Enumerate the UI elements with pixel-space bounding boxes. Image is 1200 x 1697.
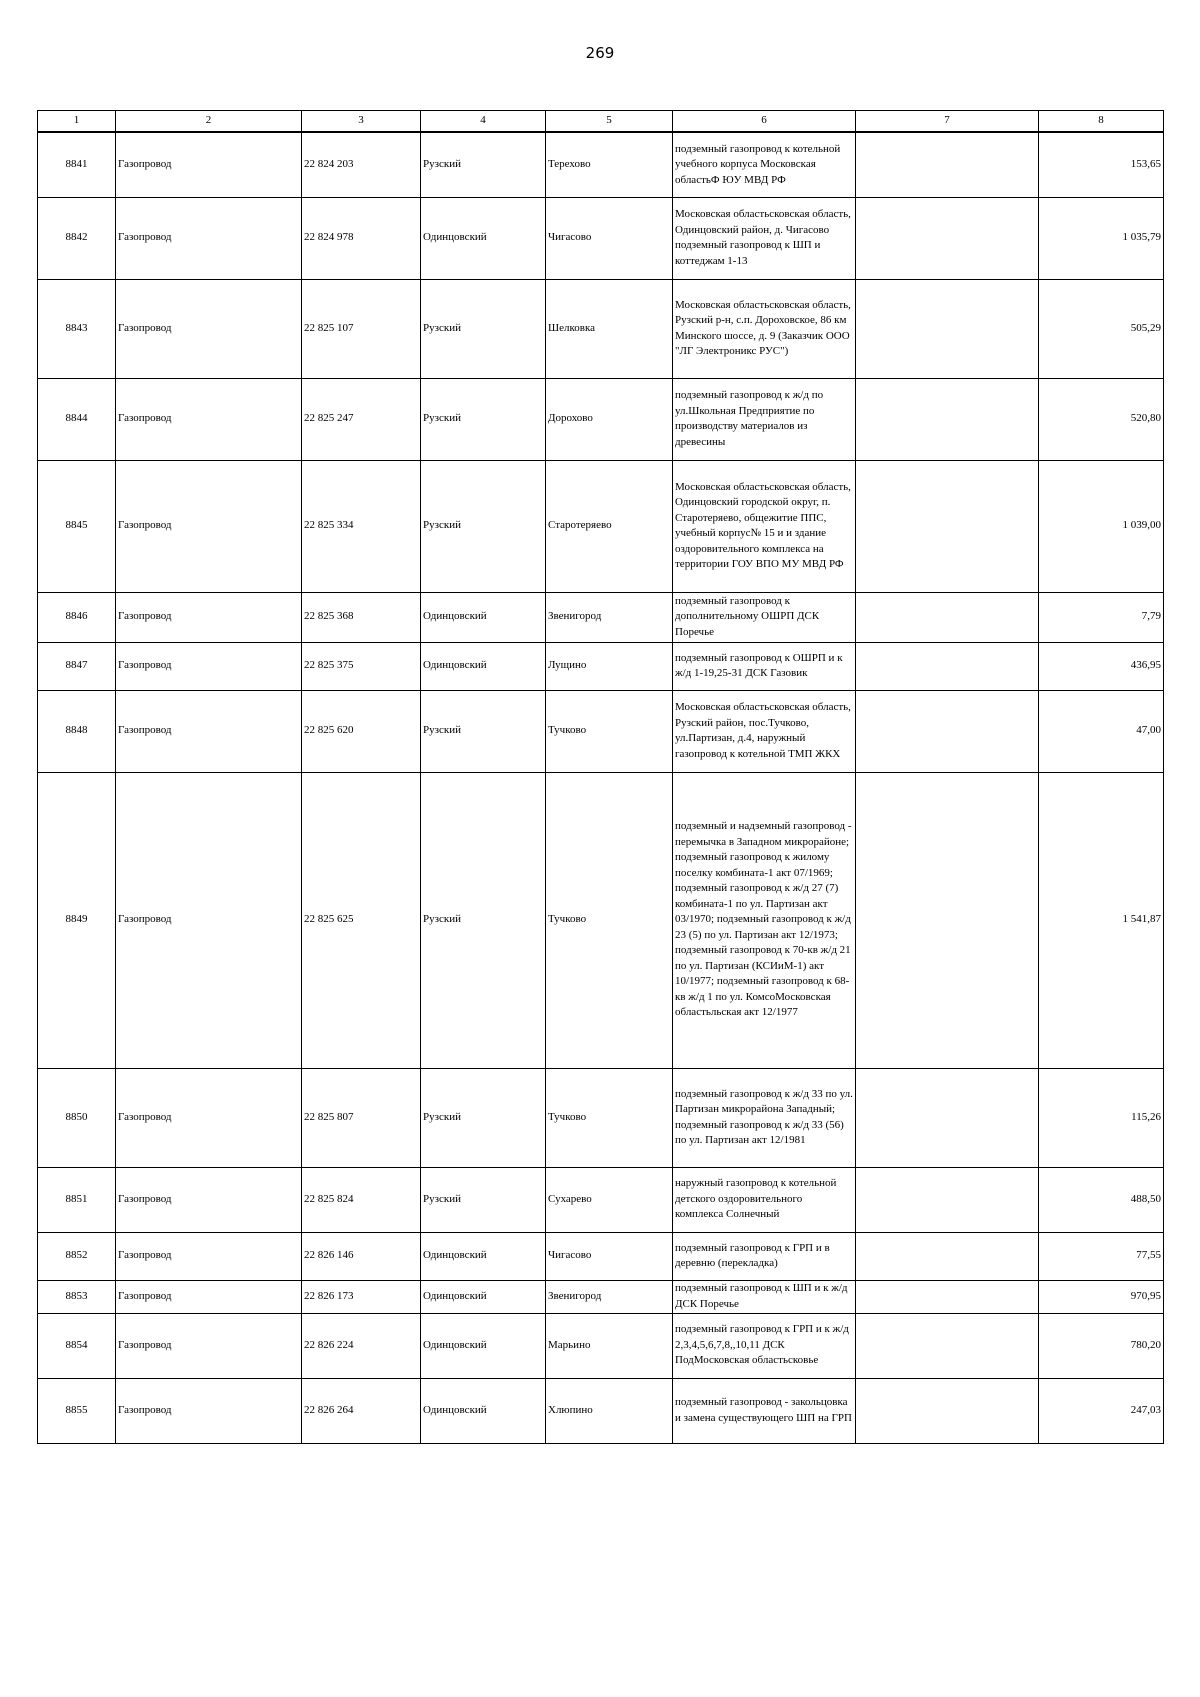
settlement-name: Дорохово: [546, 378, 673, 460]
object-length: 1 541,87: [1039, 772, 1164, 1068]
row-number: 8849: [38, 772, 116, 1068]
object-note: [856, 1167, 1039, 1232]
object-name: Газопровод: [116, 772, 302, 1068]
object-description: подземный и надземный газопровод - перемычка в Западном микрорайоне; подземный газопровод к жилому поселку комбината-1 акт 07/1969; подземный газопровод к ж/д 27 (7) комбината-1 по ул. Партизан акт 03/1970; подземный газопровод к ж/д 23 (5) по ул. Партизан акт 12/1973; подземный газопровод к 70-кв ж/д 21 по ул. Партизан (КСИиМ-1) акт 10/1977; подземный газопровод к 68-кв ж/д 1 по ул. КомсоМосковская областьльская акт 12/1977: [673, 772, 856, 1068]
row-number: 8848: [38, 690, 116, 772]
table-row: [38, 1313, 1164, 1378]
column-header: 3: [302, 111, 421, 133]
object-length: 7,79: [1039, 592, 1164, 642]
object-length: 1 039,00: [1039, 460, 1164, 592]
object-note: [856, 1232, 1039, 1280]
object-name: Газопровод: [116, 1068, 302, 1167]
row-number: 8844: [38, 378, 116, 460]
row-number: 8854: [38, 1313, 116, 1378]
district-name: Одинцовский: [421, 1232, 546, 1280]
object-code: 22 825 824: [302, 1167, 421, 1232]
district-name: Рузский: [421, 132, 546, 197]
row-number: 8853: [38, 1280, 116, 1313]
district-name: Одинцовский: [421, 1313, 546, 1378]
object-code: 22 824 978: [302, 197, 421, 279]
row-number: 8847: [38, 642, 116, 690]
object-code: 22 825 375: [302, 642, 421, 690]
district-name: Рузский: [421, 1167, 546, 1232]
column-header-row: [38, 111, 1164, 133]
object-name: Газопровод: [116, 1232, 302, 1280]
table-row: [38, 132, 1164, 197]
settlement-name: Тучково: [546, 1068, 673, 1167]
table-row: [38, 1232, 1164, 1280]
object-note: [856, 132, 1039, 197]
registry-table: [37, 110, 1164, 1444]
object-note: [856, 690, 1039, 772]
object-length: 780,20: [1039, 1313, 1164, 1378]
object-note: [856, 279, 1039, 378]
row-number: 8841: [38, 132, 116, 197]
district-name: Рузский: [421, 1068, 546, 1167]
settlement-name: Тучково: [546, 772, 673, 1068]
object-code: 22 825 807: [302, 1068, 421, 1167]
table-row: [38, 378, 1164, 460]
column-header: 7: [856, 111, 1039, 133]
object-length: 505,29: [1039, 279, 1164, 378]
district-name: Рузский: [421, 378, 546, 460]
object-length: 47,00: [1039, 690, 1164, 772]
column-header: 8: [1039, 111, 1164, 133]
object-name: Газопровод: [116, 690, 302, 772]
object-note: [856, 642, 1039, 690]
object-note: [856, 1313, 1039, 1378]
object-code: 22 824 203: [302, 132, 421, 197]
object-code: 22 825 368: [302, 592, 421, 642]
row-number: 8852: [38, 1232, 116, 1280]
object-description: подземный газопровод к ШП и к ж/д ДСК Поречье: [673, 1280, 856, 1313]
table-row: [38, 460, 1164, 592]
object-description: подземный газопровод к ж/д по ул.Школьная Предприятие по производству материалов из древесины: [673, 378, 856, 460]
district-name: Рузский: [421, 772, 546, 1068]
object-name: Газопровод: [116, 592, 302, 642]
district-name: Одинцовский: [421, 1378, 546, 1443]
table-row: [38, 592, 1164, 642]
object-note: [856, 592, 1039, 642]
settlement-name: Лущино: [546, 642, 673, 690]
row-number: 8855: [38, 1378, 116, 1443]
settlement-name: Марьино: [546, 1313, 673, 1378]
row-number: 8851: [38, 1167, 116, 1232]
object-description: подземный газопровод к ж/д 33 по ул. Партизан микрорайона Западный; подземный газопровод к ж/д 33 (56) по ул. Партизан акт 12/1981: [673, 1068, 856, 1167]
object-length: 115,26: [1039, 1068, 1164, 1167]
object-code: 22 825 247: [302, 378, 421, 460]
object-length: 436,95: [1039, 642, 1164, 690]
object-description: подземный газопровод к ОШРП и к ж/д 1-19,25-31 ДСК Газовик: [673, 642, 856, 690]
district-name: Рузский: [421, 690, 546, 772]
settlement-name: Терехово: [546, 132, 673, 197]
object-name: Газопровод: [116, 378, 302, 460]
column-header: 4: [421, 111, 546, 133]
column-header: 1: [38, 111, 116, 133]
object-length: 1 035,79: [1039, 197, 1164, 279]
table-row: [38, 1167, 1164, 1232]
table-row: [38, 197, 1164, 279]
object-description: подземный газопровод к котельной учебного корпуса Московская областьФ ЮУ МВД РФ: [673, 132, 856, 197]
object-name: Газопровод: [116, 1378, 302, 1443]
object-code: 22 825 620: [302, 690, 421, 772]
object-name: Газопровод: [116, 1280, 302, 1313]
object-length: 77,55: [1039, 1232, 1164, 1280]
object-name: Газопровод: [116, 279, 302, 378]
object-code: 22 826 264: [302, 1378, 421, 1443]
table-row: [38, 1068, 1164, 1167]
object-length: 153,65: [1039, 132, 1164, 197]
settlement-name: Сухарево: [546, 1167, 673, 1232]
settlement-name: Хлюпино: [546, 1378, 673, 1443]
column-header: 5: [546, 111, 673, 133]
table-row: [38, 772, 1164, 1068]
column-header: 2: [116, 111, 302, 133]
settlement-name: Шелковка: [546, 279, 673, 378]
table-row: [38, 642, 1164, 690]
object-length: 488,50: [1039, 1167, 1164, 1232]
object-name: Газопровод: [116, 132, 302, 197]
object-name: Газопровод: [116, 1167, 302, 1232]
row-number: 8842: [38, 197, 116, 279]
row-number: 8845: [38, 460, 116, 592]
object-note: [856, 197, 1039, 279]
object-code: 22 825 107: [302, 279, 421, 378]
object-code: 22 825 625: [302, 772, 421, 1068]
object-description: Московская областьсковская область, Одинцовский район, д. Чигасово подземный газопровод к ШП и коттеджам 1-13: [673, 197, 856, 279]
object-note: [856, 772, 1039, 1068]
object-description: подземный газопровод к ГРП и в деревню (перекладка): [673, 1232, 856, 1280]
object-length: 520,80: [1039, 378, 1164, 460]
row-number: 8843: [38, 279, 116, 378]
district-name: Одинцовский: [421, 1280, 546, 1313]
district-name: Рузский: [421, 460, 546, 592]
object-length: 970,95: [1039, 1280, 1164, 1313]
object-code: 22 826 224: [302, 1313, 421, 1378]
object-length: 247,03: [1039, 1378, 1164, 1443]
page-number: 269: [585, 44, 615, 62]
object-note: [856, 460, 1039, 592]
object-note: [856, 1068, 1039, 1167]
table-row: [38, 1280, 1164, 1313]
district-name: Рузский: [421, 279, 546, 378]
district-name: Одинцовский: [421, 197, 546, 279]
object-code: 22 826 146: [302, 1232, 421, 1280]
district-name: Одинцовский: [421, 642, 546, 690]
settlement-name: Чигасово: [546, 197, 673, 279]
table-body: [38, 132, 1164, 1443]
object-note: [856, 1280, 1039, 1313]
object-description: наружный газопровод к котельной детского оздоровительного комплекса Солнечный: [673, 1167, 856, 1232]
object-code: 22 826 173: [302, 1280, 421, 1313]
object-note: [856, 1378, 1039, 1443]
settlement-name: Звенигород: [546, 1280, 673, 1313]
object-description: Московская областьсковская область, Рузский р-н, с.п. Дороховское, 86 км Минского шоссе, д. 9 (Заказчик ООО "ЛГ Электроникс РУС"): [673, 279, 856, 378]
object-description: подземный газопровод к дополнительному ОШРП ДСК Поречье: [673, 592, 856, 642]
table-row: [38, 690, 1164, 772]
object-name: Газопровод: [116, 197, 302, 279]
table-row: [38, 1378, 1164, 1443]
object-name: Газопровод: [116, 1313, 302, 1378]
object-name: Газопровод: [116, 642, 302, 690]
object-code: 22 825 334: [302, 460, 421, 592]
settlement-name: Тучково: [546, 690, 673, 772]
settlement-name: Чигасово: [546, 1232, 673, 1280]
table-row: [38, 279, 1164, 378]
settlement-name: Старотеряево: [546, 460, 673, 592]
row-number: 8846: [38, 592, 116, 642]
object-name: Газопровод: [116, 460, 302, 592]
object-description: Московская областьсковская область, Рузский район, пос.Тучково, ул.Партизан, д.4, наружный газопровод к котельной ТМП ЖКХ: [673, 690, 856, 772]
settlement-name: Звенигород: [546, 592, 673, 642]
object-description: Московская областьсковская область, Одинцовский городской округ, п. Старотеряево, общежитие ППС, учебный корпус№ 15 и и здание оздоровительного комплекса на территории ГОУ ВПО МУ МВД РФ: [673, 460, 856, 592]
column-header: 6: [673, 111, 856, 133]
district-name: Одинцовский: [421, 592, 546, 642]
object-note: [856, 378, 1039, 460]
object-description: подземный газопровод к ГРП и к ж/д 2,3,4,5,6,7,8,,10,11 ДСК ПодМосковская областьсковье: [673, 1313, 856, 1378]
row-number: 8850: [38, 1068, 116, 1167]
object-description: подземный газопровод - закольцовка и замена существующего ШП на ГРП: [673, 1378, 856, 1443]
